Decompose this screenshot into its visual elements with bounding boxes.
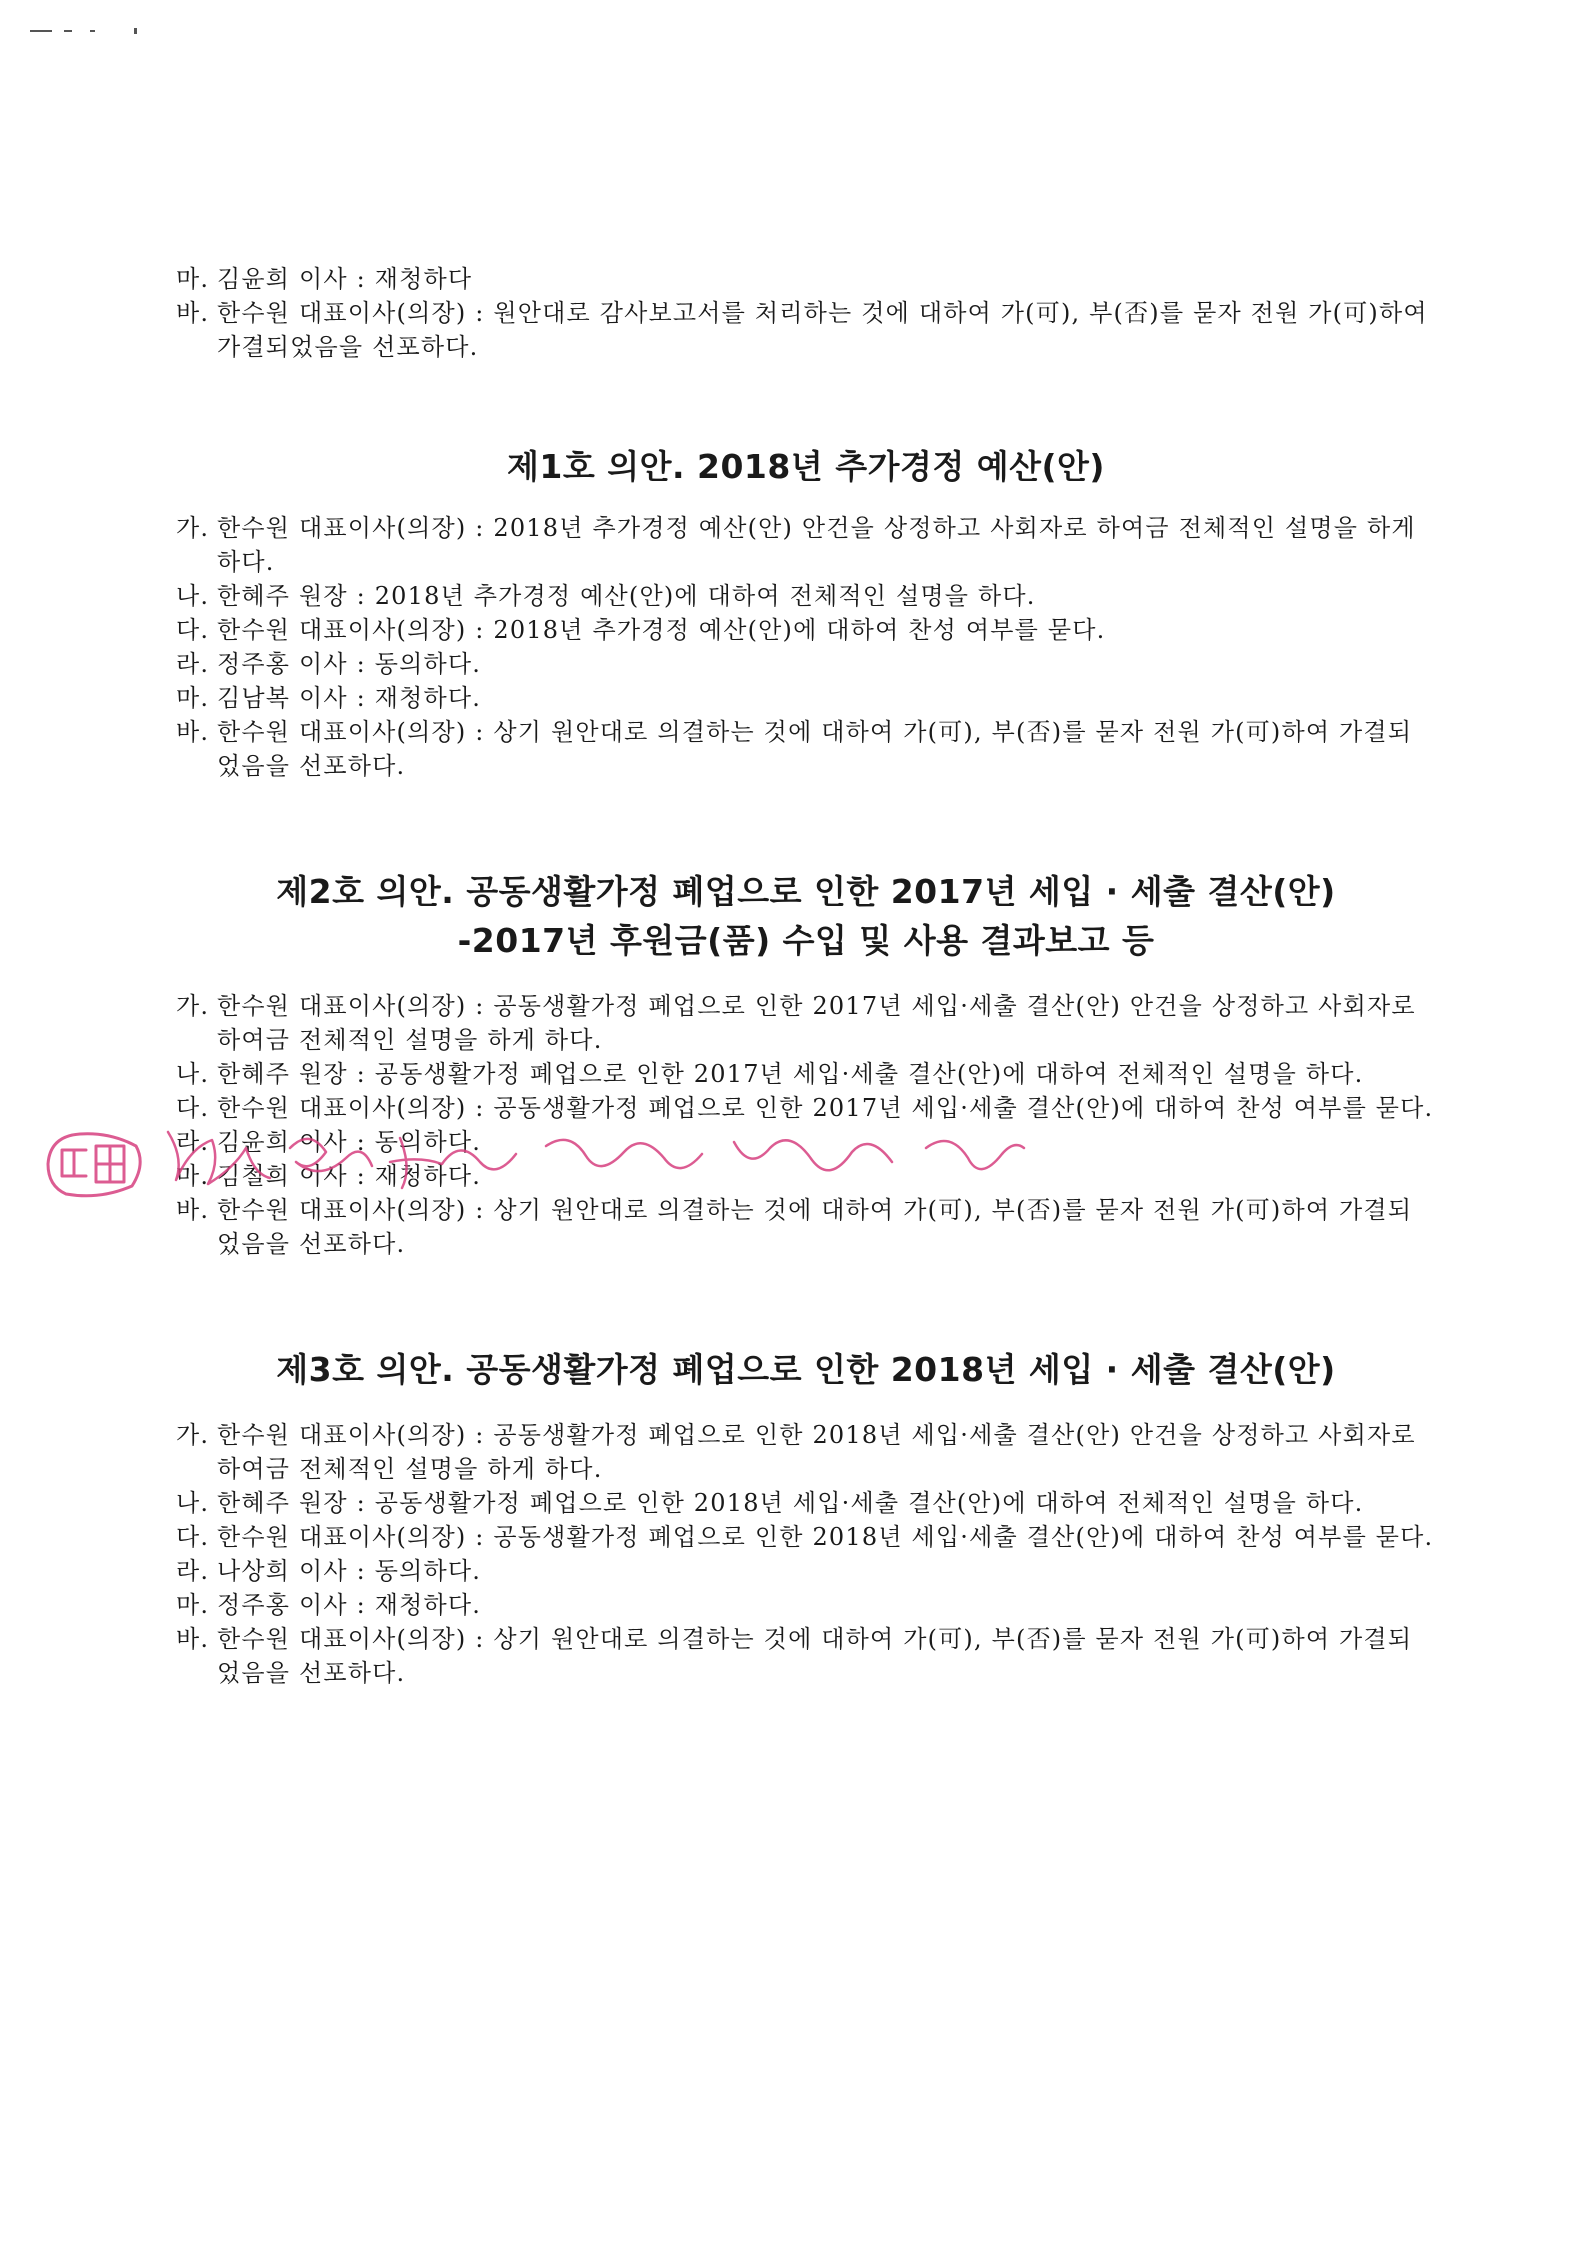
item-marker: 마. — [176, 684, 210, 712]
item-marker: 다. — [176, 1523, 210, 1551]
item-marker: 나. — [176, 582, 210, 610]
list-item — [176, 1622, 1436, 1690]
list-item — [176, 1520, 1436, 1554]
list-item — [176, 1418, 1436, 1486]
agenda1-items — [176, 511, 1436, 783]
item-marker: 다. — [176, 1094, 210, 1122]
item-marker: 가. — [176, 992, 210, 1020]
item-marker: 바. — [176, 299, 210, 327]
document-body — [176, 262, 1436, 1690]
item-marker: 라. — [176, 1128, 210, 1156]
list-item — [176, 989, 1436, 1057]
handwritten-signature — [150, 1118, 1030, 1202]
item-text: 정주홍 이사 : 재청하다. — [217, 1591, 482, 1619]
item-marker: 다. — [176, 616, 210, 644]
item-text: 한수원 대표이사(의장) : 2018년 추가경정 예산(안)에 대하여 찬성 여부를 묻다. — [217, 616, 1106, 644]
list-item — [176, 1588, 1436, 1622]
item-text: 김윤희 이사 : 동의하다. — [217, 1128, 482, 1156]
item-text: 한수원 대표이사(의장) : 공동생활가정 폐업으로 인한 2018년 세입·세출 결산(안) 안건을 상정하고 사회자로 하여금 전체적인 설명을 하게 하다. — [217, 1421, 1416, 1483]
item-text: 한혜주 원장 : 공동생활가정 폐업으로 인한 2018년 세입·세출 결산(안)에 대하여 전체적인 설명을 하다. — [217, 1489, 1364, 1517]
item-marker: 나. — [176, 1489, 210, 1517]
list-item — [176, 511, 1436, 579]
list-item — [176, 296, 1436, 364]
agenda1-title: 제1호 의안. 2018년 추가경정 예산(안) — [507, 447, 1105, 486]
list-item — [176, 681, 1436, 715]
item-marker: 바. — [176, 1625, 210, 1653]
item-marker: 바. — [176, 718, 210, 746]
item-text: 한혜주 원장 : 2018년 추가경정 예산(안)에 대하여 전체적인 설명을 하다. — [217, 582, 1036, 610]
intro-items — [176, 262, 1436, 364]
item-marker: 가. — [176, 1421, 210, 1449]
agenda2-subtitle: -2017년 후원금(품) 수입 및 사용 결과보고 등 — [457, 921, 1155, 960]
agenda2-title: 제2호 의안. 공동생활가정 폐업으로 인한 2017년 세입 · 세출 결산(안) — [276, 872, 1336, 911]
list-item — [176, 715, 1436, 783]
item-marker: 마. — [176, 1162, 210, 1190]
seal-stamp — [40, 1124, 150, 1204]
agenda3-items — [176, 1418, 1436, 1690]
item-marker: 마. — [176, 265, 210, 293]
item-text: 김윤희 이사 : 재청하다 — [217, 265, 473, 293]
list-item — [176, 1193, 1436, 1261]
item-text: 한수원 대표이사(의장) : 원안대로 감사보고서를 처리하는 것에 대하여 가(可), 부(否)를 묻자 전원 가(可)하여 가결되었음을 선포하다. — [217, 299, 1428, 361]
item-text: 김남복 이사 : 재청하다. — [217, 684, 482, 712]
agenda3-title: 제3호 의안. 공동생활가정 폐업으로 인한 2018년 세입 · 세출 결산(안) — [276, 1350, 1336, 1389]
item-marker: 가. — [176, 514, 210, 542]
list-item — [176, 1486, 1436, 1520]
item-text: 김철희 이사 : 재청하다. — [217, 1162, 482, 1190]
item-text: 한수원 대표이사(의장) : 상기 원안대로 의결하는 것에 대하여 가(可), 부(否)를 묻자 전원 가(可)하여 가결되었음을 선포하다. — [217, 1625, 1413, 1687]
item-text: 한수원 대표이사(의장) : 공동생활가정 폐업으로 인한 2017년 세입·세출 결산(안) 안건을 상정하고 사회자로 하여금 전체적인 설명을 하게 하다. — [217, 992, 1416, 1054]
item-marker: 마. — [176, 1591, 210, 1619]
list-item — [176, 1057, 1436, 1091]
list-item — [176, 262, 1436, 296]
list-item — [176, 579, 1436, 613]
list-item — [176, 613, 1436, 647]
list-item — [176, 1554, 1436, 1588]
item-marker: 바. — [176, 1196, 210, 1224]
item-marker: 라. — [176, 650, 210, 678]
scan-artifact — [30, 30, 160, 36]
item-text: 나상희 이사 : 동의하다. — [217, 1557, 482, 1585]
item-marker: 라. — [176, 1557, 210, 1585]
item-text: 한수원 대표이사(의장) : 공동생활가정 폐업으로 인한 2017년 세입·세출 결산(안)에 대하여 찬성 여부를 묻다. — [217, 1094, 1434, 1122]
item-text: 한수원 대표이사(의장) : 상기 원안대로 의결하는 것에 대하여 가(可), 부(否)를 묻자 전원 가(可)하여 가결되었음을 선포하다. — [217, 718, 1413, 780]
item-text: 한수원 대표이사(의장) : 공동생활가정 폐업으로 인한 2018년 세입·세출 결산(안)에 대하여 찬성 여부를 묻다. — [217, 1523, 1434, 1551]
item-text: 한수원 대표이사(의장) : 2018년 추가경정 예산(안) 안건을 상정하고 사회자로 하여금 전체적인 설명을 하게 하다. — [217, 514, 1416, 576]
list-item — [176, 647, 1436, 681]
item-text: 한수원 대표이사(의장) : 상기 원안대로 의결하는 것에 대하여 가(可), 부(否)를 묻자 전원 가(可)하여 가결되었음을 선포하다. — [217, 1196, 1413, 1258]
item-marker: 나. — [176, 1060, 210, 1088]
item-text: 정주홍 이사 : 동의하다. — [217, 650, 482, 678]
item-text: 한혜주 원장 : 공동생활가정 폐업으로 인한 2017년 세입·세출 결산(안)에 대하여 전체적인 설명을 하다. — [217, 1060, 1364, 1088]
